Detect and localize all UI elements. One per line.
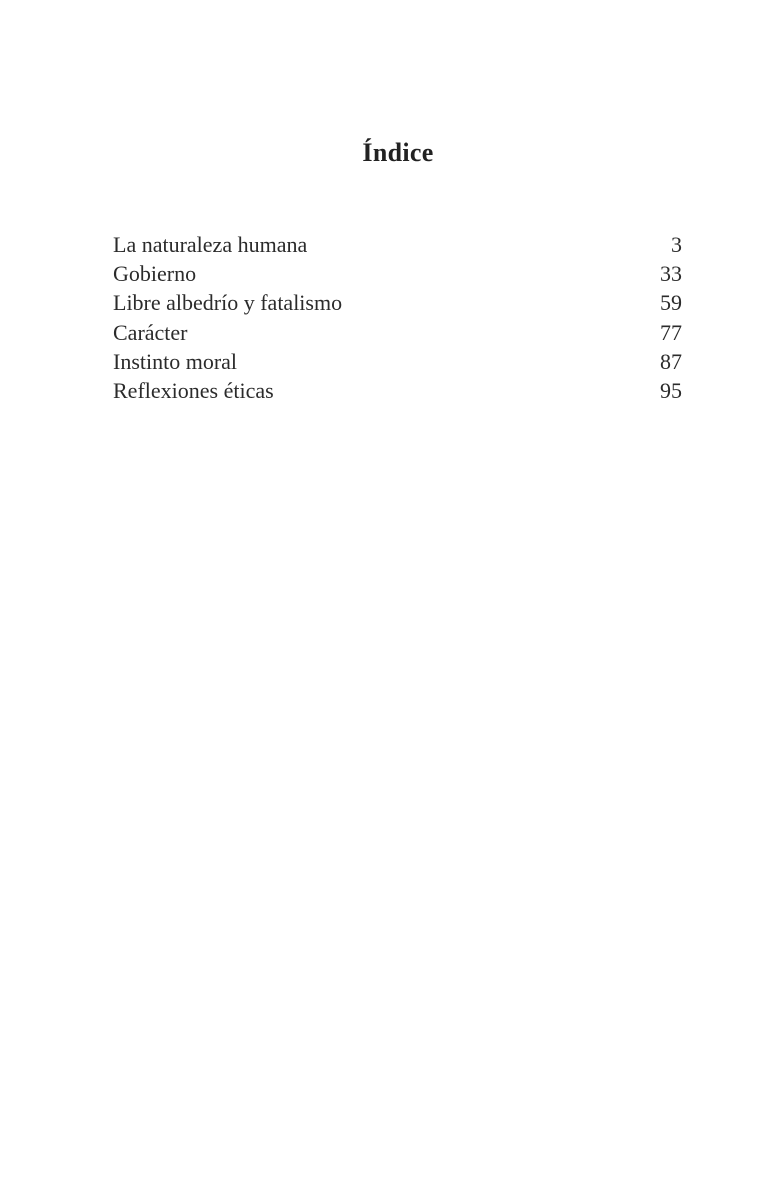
toc-entry-page-number: 95 [660,378,682,404]
toc-entry-page-number: 3 [671,232,682,257]
toc-entry-page-number: 87 [660,348,682,374]
toc-entry [113,259,682,288]
toc-entry-title: La naturaleza humana [113,232,308,257]
toc-entry [113,230,682,259]
toc-entry [113,318,682,347]
toc-entry-title: Carácter [113,319,188,345]
toc-entry-page-number: 77 [660,319,682,345]
toc-entry [113,376,682,405]
toc-entry-title: Gobierno [113,261,197,287]
toc-entry-page-number: 33 [660,261,682,287]
toc-heading: Índice [362,138,434,167]
toc-entry-title: Instinto moral [113,348,238,374]
toc-entry-title: Libre albedrío y fatalismo [113,290,343,316]
toc-entry-page-number: 59 [660,290,682,316]
toc-entry [113,288,682,317]
toc-entry [113,347,682,376]
toc-entry-title: Reflexiones éticas [113,378,274,404]
toc-list [113,230,682,405]
